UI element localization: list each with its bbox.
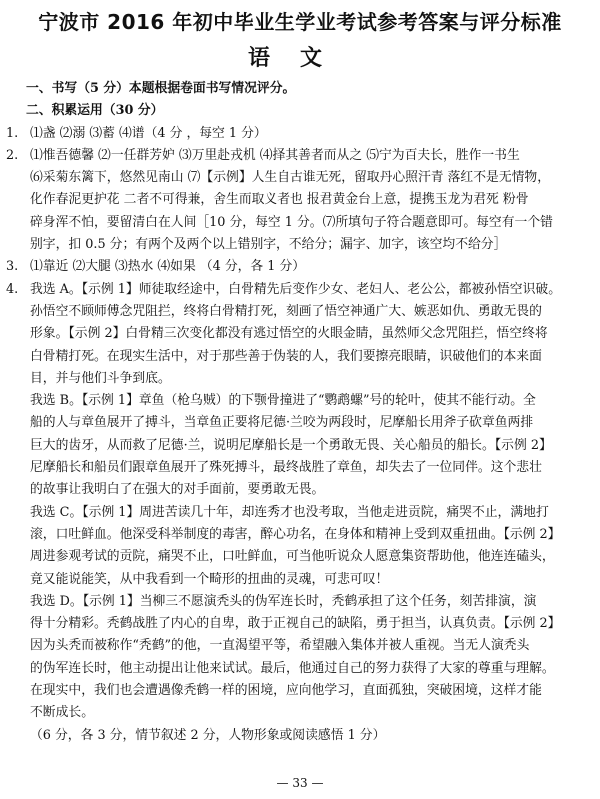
answer-line: 的伪军连长时，他主动提出让他来试试。最后，他通过自己的努力获得了大家的尊重与理解。 (30, 660, 555, 676)
answer-line: 的故事让我明白了在强大的对手面前，要勇敢无畏。 (30, 482, 325, 498)
score-note: （6 分，各 3 分，情节叙述 2 分，人物形象或阅读感悟 1 分） (30, 727, 386, 743)
answer-line: 我选 B。【示例 1】章鱼（枪乌贼）的下颚骨撞进了“鹦鹉螺”号的轮叶，使其不能行动。全 (30, 393, 536, 409)
answer-line: 在现实中，我们也会遭遇像秃鹤一样的困境，应向他学习，直面孤独，突破困境，这样才能 (30, 683, 542, 699)
answer-line: 不断成长。 (30, 705, 94, 721)
answer-line: 巨大的齿牙，从而救了尼德·兰，说明尼摩船长是一个勇敢无畏、关心船员的船长。【示例 2】 (30, 437, 552, 453)
question-number: 2. (6, 147, 19, 163)
answer-line: 滚，口吐鲜血。他深受科举制度的毒害，醉心功名，在身体和精神上受到双重扭曲。【示例 2】 (30, 526, 561, 542)
page-title: 宁波市 2016 年初中毕业生学业考试参考答案与评分标准 (38, 10, 562, 34)
answer-line: 碎身浑不怕，要留清白在人间［10 分，每空 1 分。⑺所填句子符合题意即可。每空有一个错 (30, 214, 553, 230)
answer-line: ⑹采菊东篱下，悠然见南山 ⑺【示例】人生自古谁无死，留取丹心照汗青 落红不是无情物， (30, 170, 551, 186)
answer-text: ⑴靠近 ⑵大腿 ⑶热水 ⑷如果 （4 分，各 1 分） (30, 259, 306, 275)
answer-line: 船的人与章鱼展开了搏斗，当章鱼正要将尼德·兰咬为两段时，尼摩船长用斧子砍章鱼两排 (30, 415, 534, 431)
question-1 (6, 123, 590, 145)
section-writing: 一、书写（5 分）本题根据卷面书写情况评分。 (26, 81, 296, 96)
answer-line: 竟又能说能笑，从中我看到一个畸形的扭曲的灵魂，可悲可叹！ (30, 571, 389, 587)
answer-line: 得十分精彩。秃鹤战胜了内心的自卑，敢于正视自己的缺陷，勇于担当，认真负责。【示例 2】 (30, 616, 561, 632)
question-2 (6, 145, 590, 256)
answer-line: 我选 D。【示例 1】当柳三不愿演秃头的伪军连长时，秃鹤承担了这个任务，刻苦排演，演 (30, 593, 537, 609)
answer-line: 我选 A。【示例 1】师徒取经途中，白骨精先后变作少女、老妇人、老公公，都被孙悟空识破。 (30, 281, 561, 297)
answer-line: 周进参观考试的贡院，痛哭不止，口吐鲜血，可当他听说众人愿意集资帮助他，他连连磕头， (30, 549, 555, 565)
question-3 (6, 256, 590, 278)
answer-line: 孙悟空不顾师傅念咒阻拦，终将白骨精打死，刻画了悟空神通广大、嫉恶如仇、勇敢无畏的 (30, 303, 542, 319)
answer-line: 化作春泥更护花 二者不可得兼，舍生而取义者也 报君黄金台上意，提携玉龙为君死 粉骨 (30, 192, 529, 208)
question-number: 4. (6, 281, 19, 297)
answer-line: 别字，扣 0.5 分；有两个及两个以上错别字，不给分；漏字、加字，该空均不给分］ (30, 237, 507, 253)
answer-line: 我选 C。【示例 1】周进苦读几十年，却连秀才也没考取，当他走进贡院，痛哭不止，满地打 (30, 504, 549, 520)
question-number: 3. (6, 259, 19, 275)
page-number: — 33 — (276, 776, 324, 790)
answer-line: 尼摩船长和船员们跟章鱼展开了殊死搏斗，最终战胜了章鱼，却失去了一位同伴。这个悲壮 (30, 460, 542, 476)
answer-body (6, 78, 590, 747)
subject-heading: 语文 (247, 46, 352, 71)
answer-text: ⑴盏 ⑵溺 ⑶蓄 ⑷谱（4 分 ，每空 1 分） (30, 125, 267, 141)
answer-line: 目，并与他们斗争到底。 (30, 370, 171, 386)
answer-line: 白骨精打死。在现实生活中，对于那些善于伪装的人，我们要擦亮眼睛，识破他们的本来面 (30, 348, 542, 364)
section-accumulation: 二、积累运用（30 分） (26, 103, 164, 119)
answer-line: 因为头秃而被称作“秃鹤”的他，一直渴望平等，希望融入集体并被人重视。当无人演秃头 (30, 638, 530, 654)
question-number: 1. (6, 125, 19, 141)
question-4 (6, 279, 590, 747)
answer-line: 形象。【示例 2】白骨精三次变化都没有逃过悟空的火眼金睛，虽然师父念咒阻拦，悟空终将 (30, 326, 548, 342)
answer-line: ⑴惟吾德馨 ⑵一任群芳妒 ⑶万里赴戎机 ⑷择其善者而从之 ⑸宁为百夫长，胜作一书生 (30, 147, 520, 163)
